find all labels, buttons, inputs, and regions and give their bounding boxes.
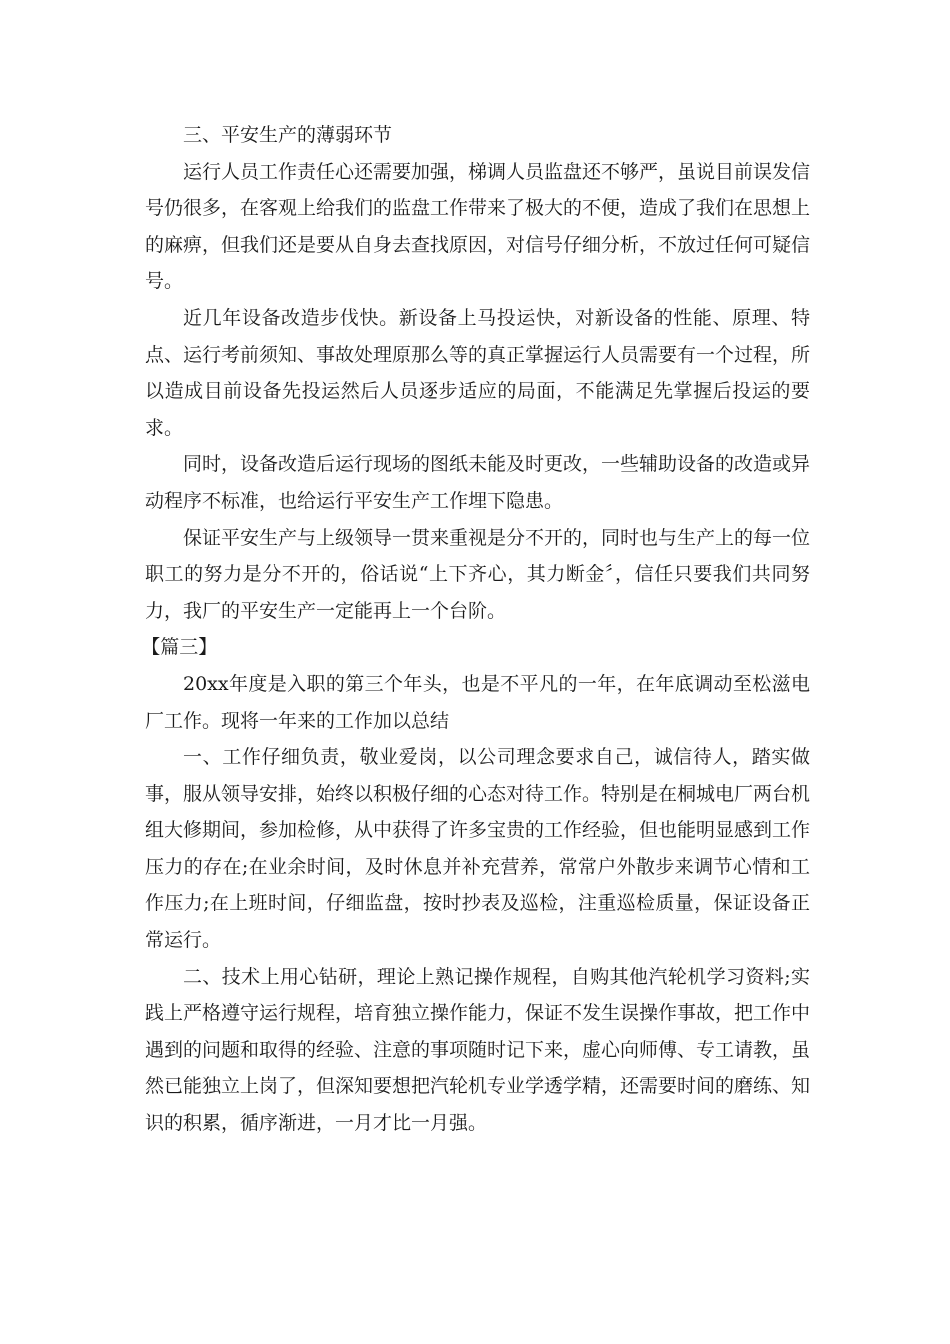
section-heading-safety-weak: 三、平安生产的薄弱环节	[183, 124, 393, 146]
paragraph: 同时，设备改造后运行现场的图纸未能及时更改，一些辅助设备的改造或异动程序不标准，也给运行平安生产工作埋下隐患。	[145, 453, 811, 512]
paragraph: 20xx年度是入职的第三个年头，也是不平凡的一年，在年底调动至松滋电厂工作。现将一年来的工作加以总结	[145, 672, 810, 732]
document-body	[141, 117, 811, 1142]
paragraph: 二、技术上用心钻研，理论上熟记操作规程，自购其他汽轮机学习资料;实践上严格遵守运行规程，培育独立操作能力，保证不发生误操作事故，把工作中遇到的问题和取得的经验、注意的事项随时记下来，虚心向师傅、专工请教，虽然已能独立上岗了，但深知要想把汽轮机专业学透学精，还需要时间的磨练、知识的积累，循序渐进，一月才比一月强。	[145, 965, 811, 1135]
section-label: 【篇三】	[141, 636, 218, 659]
paragraph: 运行人员工作责任心还需要加强，梯调人员监盘还不够严，虽说目前误发信号仍很多，在客观上给我们的监盘工作带来了极大的不便，造成了我们在思想上的麻痹，但我们还是要从自身去查找原因，对信号仔细分析，不放过任何可疑信号。	[145, 160, 811, 293]
paragraph: 近几年设备改造步伐快。新设备上马投运快，对新设备的性能、原理、特点、运行考前须知、事故处理原那么等的真正掌握运行人员需要有一个过程，所以造成目前设备先投运然后人员逐步适应的局面，不能满足先掌握后投运的要求。	[145, 306, 811, 439]
paragraph: 保证平安生产与上级领导一贯来重视是分不开的，同时也与生产上的每一位职工的努力是分不开的，俗话说“上下齐心，其力断金〞，信任只要我们共同努力，我厂的平安生产一定能再上一个台阶。	[145, 526, 811, 622]
paragraph: 一、工作仔细负责，敬业爱岗，以公司理念要求自己，诚信待人，踏实做事，服从领导安排，始终以积极仔细的心态对待工作。特别是在桐城电厂两台机组大修期间，参加检修，从中获得了许多宝贵的工作经验，但也能明显感到工作压力的存在;在业余时间，及时休息并补充营养，常常户外散步来调节心情和工作压力;在上班时间，仔细监盘，按时抄表及巡检，注重巡检质量，保证设备正常运行。	[145, 746, 811, 952]
